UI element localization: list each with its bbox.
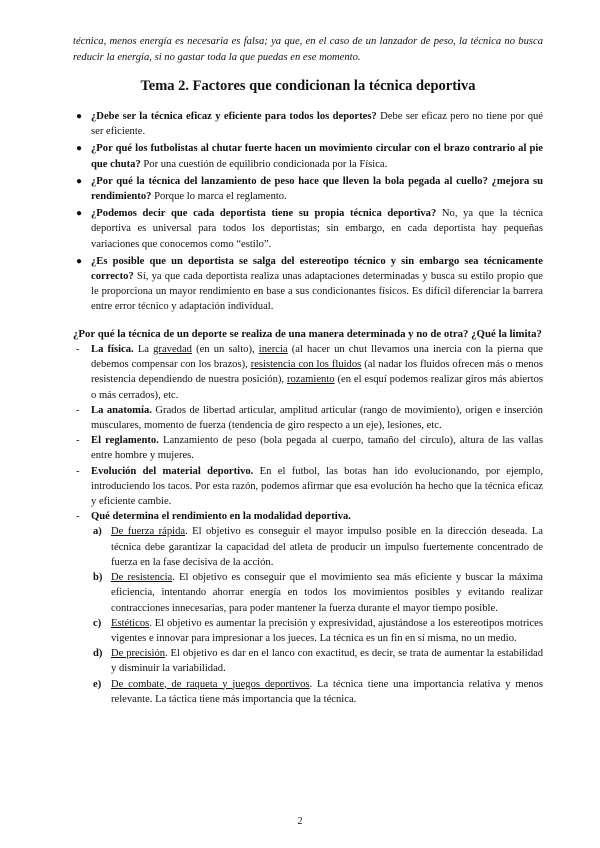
modalidad-text: . El objetivo es dar en el lanco con exactitud, es decir, se trata de aumentar la estabilidad y disminuir la variabilidad. [111, 648, 543, 675]
item-letter: a) [93, 526, 102, 538]
answer-text: Sí, ya que cada deportista realiza unas adaptaciones determinadas y busca su estilo propio que le proporciona un mayor rendimiento en base a sus condicionantes físicos. Es difícil diferenciar la barrera entre error técnico y adaptación individual. [91, 271, 543, 313]
modalidades-list [91, 524, 543, 706]
question-text: ¿Es posible que un deportista se salga del estereotipo técnico y sin embargo sea técnicamente correcto? [91, 255, 543, 283]
modalidad-item [91, 570, 543, 616]
question-text: ¿Por qué los futbolistas al chutar fuerte hacen un movimiento circular con el brazo contrario al pie que chuta? [91, 143, 543, 170]
section-title: Tema 2. Factores que condicionan la técnica deportiva [140, 78, 476, 94]
term-inercia: inercia [258, 344, 288, 356]
questions-list [73, 109, 543, 315]
bullet-icon: ● [76, 175, 83, 187]
factor-text: Lanzamiento de peso (bola pegada al cuerpo, tamaño del círculo), altura de las vallas entre hombre y mujeres. [91, 435, 543, 462]
question-item [73, 141, 543, 171]
modalidad-item [91, 524, 543, 570]
answer-text: Por una cuestión de equilibrio condicionada por la Física. [140, 158, 388, 170]
modalidad-name: De resistencia [111, 572, 173, 584]
bullet-icon: ● [76, 255, 83, 267]
factors-list [73, 342, 543, 707]
item-letter: c) [93, 617, 102, 629]
item-letter: e) [93, 678, 102, 690]
factor-text: (en el esquí podemos realizar giros más abiertos o más cerrados), etc. [91, 374, 543, 401]
modalidad-item [91, 646, 543, 676]
factor-material [73, 464, 543, 510]
factor-label: Qué determina el rendimiento en la modalidad deportiva. [91, 511, 351, 523]
factor-text: Grados de libertad articular, amplitud articular (rango de movimiento), origen e inserción musculares, momento de fuerza (tendencia de giro respecto a un eje), lesiones, etc. [91, 404, 543, 432]
page-number: 2 [297, 816, 303, 827]
factor-fisica [73, 342, 543, 403]
item-letter: d) [93, 648, 103, 660]
limits-heading: ¿Por qué la técnica de un deporte se realiza de una manera determinada y no de otra? ¿Qué la limita? [73, 327, 542, 340]
factor-label: La física. [91, 344, 134, 356]
factor-label: Evolución del material deportivo. [91, 465, 254, 477]
term-gravedad: gravedad [153, 344, 192, 356]
modalidad-text: . El objetivo es conseguir el mayor impulso posible en la dirección deseada. La técnica debe garantizar la capacidad del atleta de producir un impulso fuertemente concentrado de fuerza en la fase decisiva de la acción. [111, 526, 543, 568]
answer-text: Debe ser eficaz pero no tiene por qué ser eficiente. [91, 111, 544, 138]
modalidad-text: . El objetivo es conseguir que el movimiento sea más eficiente y buscar la máxima eficiencia, intentando ahorrar energía en todos los movimientos posibles y evitando realizar contracciones innecesarias, para poder mantener la fuerza durante el mayor tiempo posible. [111, 572, 543, 614]
factor-label: La anatomía. [91, 404, 152, 416]
factor-reglamento [73, 433, 543, 463]
answer-text: Porque lo marca el reglamento. [151, 191, 287, 203]
bullet-icon: ● [76, 208, 83, 220]
modalidad-item [91, 616, 543, 646]
factor-rendimiento [73, 509, 543, 707]
modalidad-text: . La técnica tiene una importancia relativa y menos relevante. La táctica tiene más importancia que la técnica. [111, 678, 543, 705]
question-text: ¿Debe ser la técnica eficaz y eficiente para todos los deportes? [91, 111, 377, 122]
modalidad-item [91, 677, 543, 707]
factor-text: (en un salto), [191, 344, 259, 356]
modalidad-name: Estéticos [111, 617, 150, 629]
bullet-icon: ● [76, 111, 83, 122]
term-resistencia-fluidos: resistencia con los fluidos [250, 359, 362, 371]
factor-anatomia [73, 403, 543, 433]
dash-icon: - [76, 465, 80, 477]
factor-text: La [133, 344, 154, 356]
modalidad-text: . El objetivo es aumentar la precisión y expresividad, ajustándose a los estereotipos motrices vigentes e innovar para impresionar a los jueces. La técnica es un fin en sí misma, no un medio. [111, 617, 543, 644]
document-page [73, 34, 543, 707]
question-item [73, 109, 543, 139]
question-item [73, 206, 543, 252]
modalidad-name: De fuerza rápida [111, 526, 186, 538]
dash-icon: - [76, 511, 80, 523]
factor-label: El reglamento. [91, 435, 159, 447]
question-text: ¿Podemos decir que cada deportista tiene su propia técnica deportiva? [91, 208, 437, 220]
factor-text: (al nadar los fluidos ofrecen más o menos resistencia dependiendo de nuestra posición), [91, 359, 543, 386]
item-letter: b) [93, 572, 103, 584]
bullet-icon: ● [76, 143, 83, 155]
factor-text: (al hacer un chut llevamos una inercia con la pierna que debemos compensar con los brazos), [91, 344, 543, 371]
intro-paragraph: técnica, menos energía es necesaria es falsa; ya que, en el caso de un lanzador de peso, la técnica no busca reducir la energía, si no gastar toda la que puedas en ese momento. [73, 36, 543, 63]
answer-text: No, ya que la técnica deportiva es universal para todos los deportistas; sin embargo, en cada deportista hay pequeñas variaciones que conocemos como “estilo”. [91, 208, 543, 250]
factor-text: En el futbol, las botas han ido evolucionando, por ejemplo, introduciendo los tacos. Por esta razón, podemos afirmar que esa evolución ha hecho que la técnica eficaz y eficiente cambie. [91, 465, 543, 508]
question-text: ¿Por qué la técnica del lanzamiento de peso hace que lleven la bola pegada al cuello? ¿mejora su rendimiento? [91, 175, 543, 203]
question-item [73, 254, 543, 315]
modalidad-name: De precisión [111, 648, 166, 660]
dash-icon: - [76, 344, 80, 356]
modalidad-name: De combate, de raqueta y juegos deportivos [111, 678, 310, 690]
question-item [73, 174, 543, 204]
term-rozamiento: rozamiento [286, 374, 335, 386]
dash-icon: - [76, 404, 80, 416]
dash-icon: - [76, 435, 80, 447]
